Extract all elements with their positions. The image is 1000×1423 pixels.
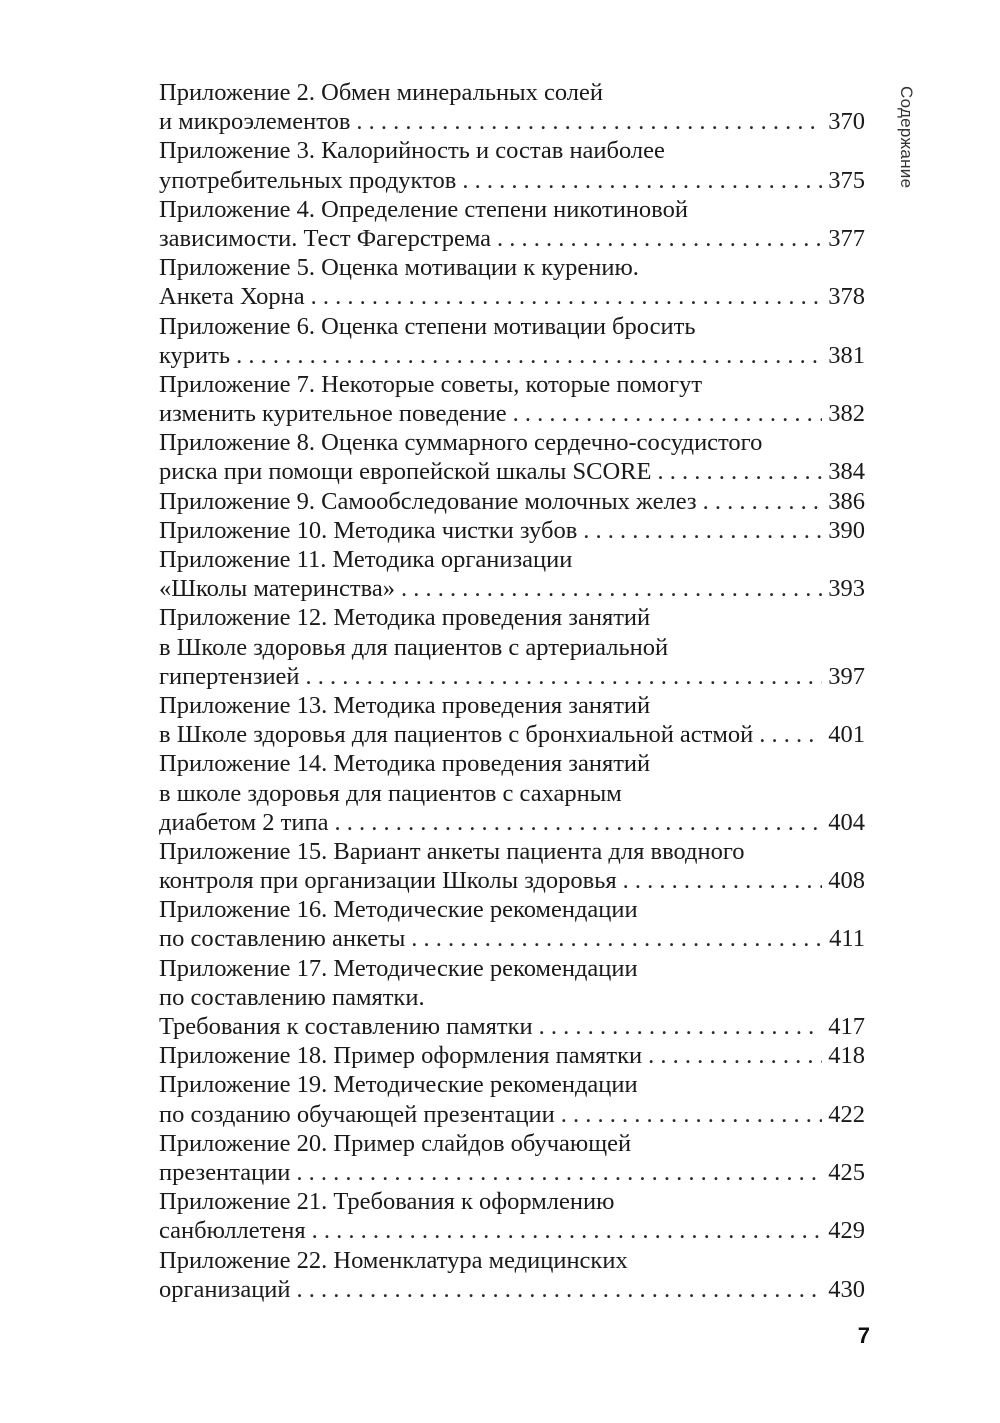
- toc-entry: [159, 78, 865, 136]
- table-of-contents: [159, 78, 865, 1304]
- toc-entry-text: по составлению анкеты: [159, 925, 406, 953]
- toc-entry: [159, 1129, 865, 1187]
- toc-entry-text: гипертензией: [159, 662, 300, 690]
- toc-line: [159, 866, 865, 895]
- toc-page-number: 417: [828, 1013, 865, 1040]
- dot-leader: [356, 107, 822, 136]
- toc-entry: [159, 954, 865, 1042]
- toc-entry: [159, 837, 865, 895]
- toc-page-number: 377: [828, 224, 865, 252]
- toc-line: [159, 487, 865, 516]
- toc-line: [159, 457, 865, 486]
- dot-leader: [623, 866, 823, 895]
- toc-line: [159, 691, 865, 720]
- toc-entry-text: Приложение 10. Методика чистки зубов: [159, 516, 578, 544]
- toc-entry: [159, 895, 865, 953]
- toc-line: [159, 224, 865, 253]
- toc-entry-text: Приложение 17. Методические рекомендации: [159, 954, 638, 982]
- toc-page-number: 384: [828, 458, 865, 486]
- toc-entry-text: курить: [159, 341, 231, 369]
- toc-page-number: 404: [828, 808, 865, 836]
- toc-page-number: 370: [828, 108, 865, 136]
- dot-leader: [759, 720, 822, 749]
- dot-leader: [411, 924, 823, 953]
- toc-line: [159, 924, 865, 953]
- toc-line: [159, 779, 865, 808]
- toc-entry-text: организаций: [159, 1275, 291, 1303]
- toc-page-number: 381: [828, 341, 865, 369]
- toc-entry-text: зависимости. Тест Фагерстрема: [159, 224, 492, 252]
- toc-entry-text: «Школы материнства»: [159, 575, 395, 603]
- toc-line: [159, 341, 865, 370]
- dot-leader: [703, 487, 823, 516]
- dot-leader: [648, 1041, 822, 1070]
- toc-entry-text: изменить курительное поведение: [159, 400, 507, 428]
- toc-page-number: 386: [828, 487, 865, 515]
- toc-page-number: 390: [828, 516, 865, 544]
- toc-entry-text: Приложение 15. Вариант анкеты пациента для вводного: [159, 837, 745, 865]
- toc-page-number: 430: [828, 1275, 865, 1303]
- toc-entry-text: Анкета Хорна: [159, 283, 305, 311]
- toc-line: [159, 545, 865, 574]
- dot-leader: [296, 1158, 822, 1187]
- toc-line: [159, 633, 865, 662]
- toc-line: [159, 1070, 865, 1099]
- toc-line: [159, 954, 865, 983]
- toc-line: [159, 603, 865, 632]
- toc-line: [159, 1158, 865, 1187]
- toc-line: [159, 662, 865, 691]
- toc-line: [159, 195, 865, 224]
- toc-entry: [159, 487, 865, 516]
- toc-page-number: 393: [828, 575, 865, 603]
- toc-line: [159, 983, 865, 1012]
- toc-entry: [159, 603, 865, 691]
- dot-leader: [497, 224, 822, 253]
- toc-entry-text: Приложение 20. Пример слайдов обучающей: [159, 1129, 632, 1157]
- dot-leader: [311, 282, 823, 311]
- toc-entry-text: Приложение 12. Методика проведения занятий: [159, 604, 651, 632]
- toc-entry-text: Приложение 22. Номенклатура медицинских: [159, 1246, 628, 1274]
- toc-entry: [159, 312, 865, 370]
- toc-line: [159, 808, 865, 837]
- toc-entry-text: по созданию обучающей презентации: [159, 1100, 555, 1128]
- dot-leader: [513, 399, 823, 428]
- toc-entry-text: в школе здоровья для пациентов с сахарным: [159, 779, 622, 807]
- toc-entry-text: по составлению памятки.: [159, 983, 425, 1011]
- dot-leader: [401, 574, 822, 603]
- toc-entry: [159, 136, 865, 194]
- toc-page-number: 378: [828, 283, 865, 311]
- toc-page-number: 425: [828, 1158, 865, 1186]
- toc-entry-text: Приложение 5. Оценка мотивации к курению.: [159, 254, 639, 282]
- toc-entry-text: Приложение 3. Калорийность и состав наиболее: [159, 137, 665, 165]
- toc-page-number: 397: [828, 662, 865, 690]
- dot-leader: [583, 516, 822, 545]
- toc-entry-text: Приложение 7. Некоторые советы, которые помогут: [159, 370, 703, 398]
- toc-line: [159, 895, 865, 924]
- toc-entry-text: риска при помощи европейской шкалы SCORE: [159, 458, 652, 486]
- toc-line: [159, 516, 865, 545]
- toc-entry-text: Приложение 13. Методика проведения занятий: [159, 691, 651, 719]
- toc-page-number: 411: [829, 925, 865, 953]
- toc-entry-text: Приложение 19. Методические рекомендации: [159, 1071, 638, 1099]
- toc-page-number: 382: [828, 400, 865, 428]
- toc-entry-text: контроля при организации Школы здоровья: [159, 867, 617, 895]
- toc-entry-text: Приложение 9. Самообследование молочных желез: [159, 487, 697, 515]
- dot-leader: [236, 341, 822, 370]
- toc-entry-text: Приложение 21. Требования к оформлению: [159, 1188, 615, 1216]
- toc-line: [159, 428, 865, 457]
- toc-line: [159, 78, 865, 107]
- toc-entry-text: в Школе здоровья для пациентов с артериальной: [159, 633, 669, 661]
- page-number: 7: [857, 1323, 870, 1348]
- toc-line: [159, 253, 865, 282]
- toc-entry-text: Приложение 8. Оценка суммарного сердечно-сосудистого: [159, 429, 763, 457]
- running-head: Содержание: [897, 86, 916, 189]
- toc-line: [159, 282, 865, 311]
- toc-entry: [159, 370, 865, 428]
- toc-line: [159, 370, 865, 399]
- toc-line: [159, 749, 865, 778]
- toc-entry-text: Приложение 18. Пример оформления памятки: [159, 1042, 643, 1070]
- toc-line: [159, 166, 865, 195]
- toc-entry: [159, 195, 865, 253]
- toc-page-number: 408: [828, 867, 865, 895]
- toc-entry: [159, 691, 865, 749]
- toc-line: [159, 399, 865, 428]
- dot-leader: [297, 1275, 823, 1304]
- toc-line: [159, 837, 865, 866]
- toc-line: [159, 1012, 865, 1041]
- toc-line: [159, 720, 865, 749]
- toc-entry-text: презентации: [159, 1158, 291, 1186]
- dot-leader: [657, 457, 822, 486]
- toc-entry-text: в Школе здоровья для пациентов с бронхиальной астмой: [159, 721, 754, 749]
- toc-entry: [159, 253, 865, 311]
- dot-leader: [561, 1100, 822, 1129]
- toc-entry-text: санбюллетеня: [159, 1217, 306, 1245]
- toc-entry: [159, 545, 865, 603]
- toc-line: [159, 1129, 865, 1158]
- toc-entry-text: и микроэлементов: [159, 108, 351, 136]
- toc-line: [159, 107, 865, 136]
- toc-line: [159, 136, 865, 165]
- dot-leader: [539, 1012, 823, 1041]
- toc-entry-text: Приложение 11. Методика организации: [159, 546, 573, 573]
- toc-page-number: 429: [828, 1217, 865, 1245]
- toc-entry-text: диабетом 2 типа: [159, 808, 329, 836]
- toc-line: [159, 1041, 865, 1070]
- dot-leader: [306, 662, 823, 691]
- toc-line: [159, 1100, 865, 1129]
- toc-line: [159, 1187, 865, 1216]
- toc-line: [159, 574, 865, 603]
- toc-page-number: 418: [828, 1042, 865, 1070]
- toc-entry-text: употребительных продуктов: [159, 166, 457, 194]
- toc-entry: [159, 749, 865, 837]
- toc-entry: [159, 428, 865, 486]
- toc-entry: [159, 1070, 865, 1128]
- toc-entry-text: Приложение 16. Методические рекомендации: [159, 896, 638, 924]
- toc-entry-text: Приложение 14. Методика проведения занятий: [159, 750, 651, 778]
- toc-line: [159, 312, 865, 341]
- dot-leader: [462, 166, 822, 195]
- toc-entry: [159, 1041, 865, 1070]
- toc-entry-text: Приложение 4. Определение степени никотиновой: [159, 195, 688, 223]
- toc-page-number: 375: [828, 166, 865, 194]
- toc-entry: [159, 516, 865, 545]
- toc-page-number: 401: [828, 721, 865, 749]
- toc-line: [159, 1246, 865, 1275]
- toc-entry-text: Требования к составлению памятки: [159, 1013, 533, 1040]
- toc-page-number: 422: [828, 1100, 865, 1128]
- toc-entry: [159, 1187, 865, 1245]
- toc-entry: [159, 1246, 865, 1304]
- toc-entry-text: Приложение 2. Обмен минеральных солей: [159, 79, 603, 106]
- toc-line: [159, 1275, 865, 1304]
- toc-line: [159, 1216, 865, 1245]
- toc-entry-text: Приложение 6. Оценка степени мотивации бросить: [159, 312, 696, 340]
- dot-leader: [334, 808, 822, 837]
- dot-leader: [312, 1216, 823, 1245]
